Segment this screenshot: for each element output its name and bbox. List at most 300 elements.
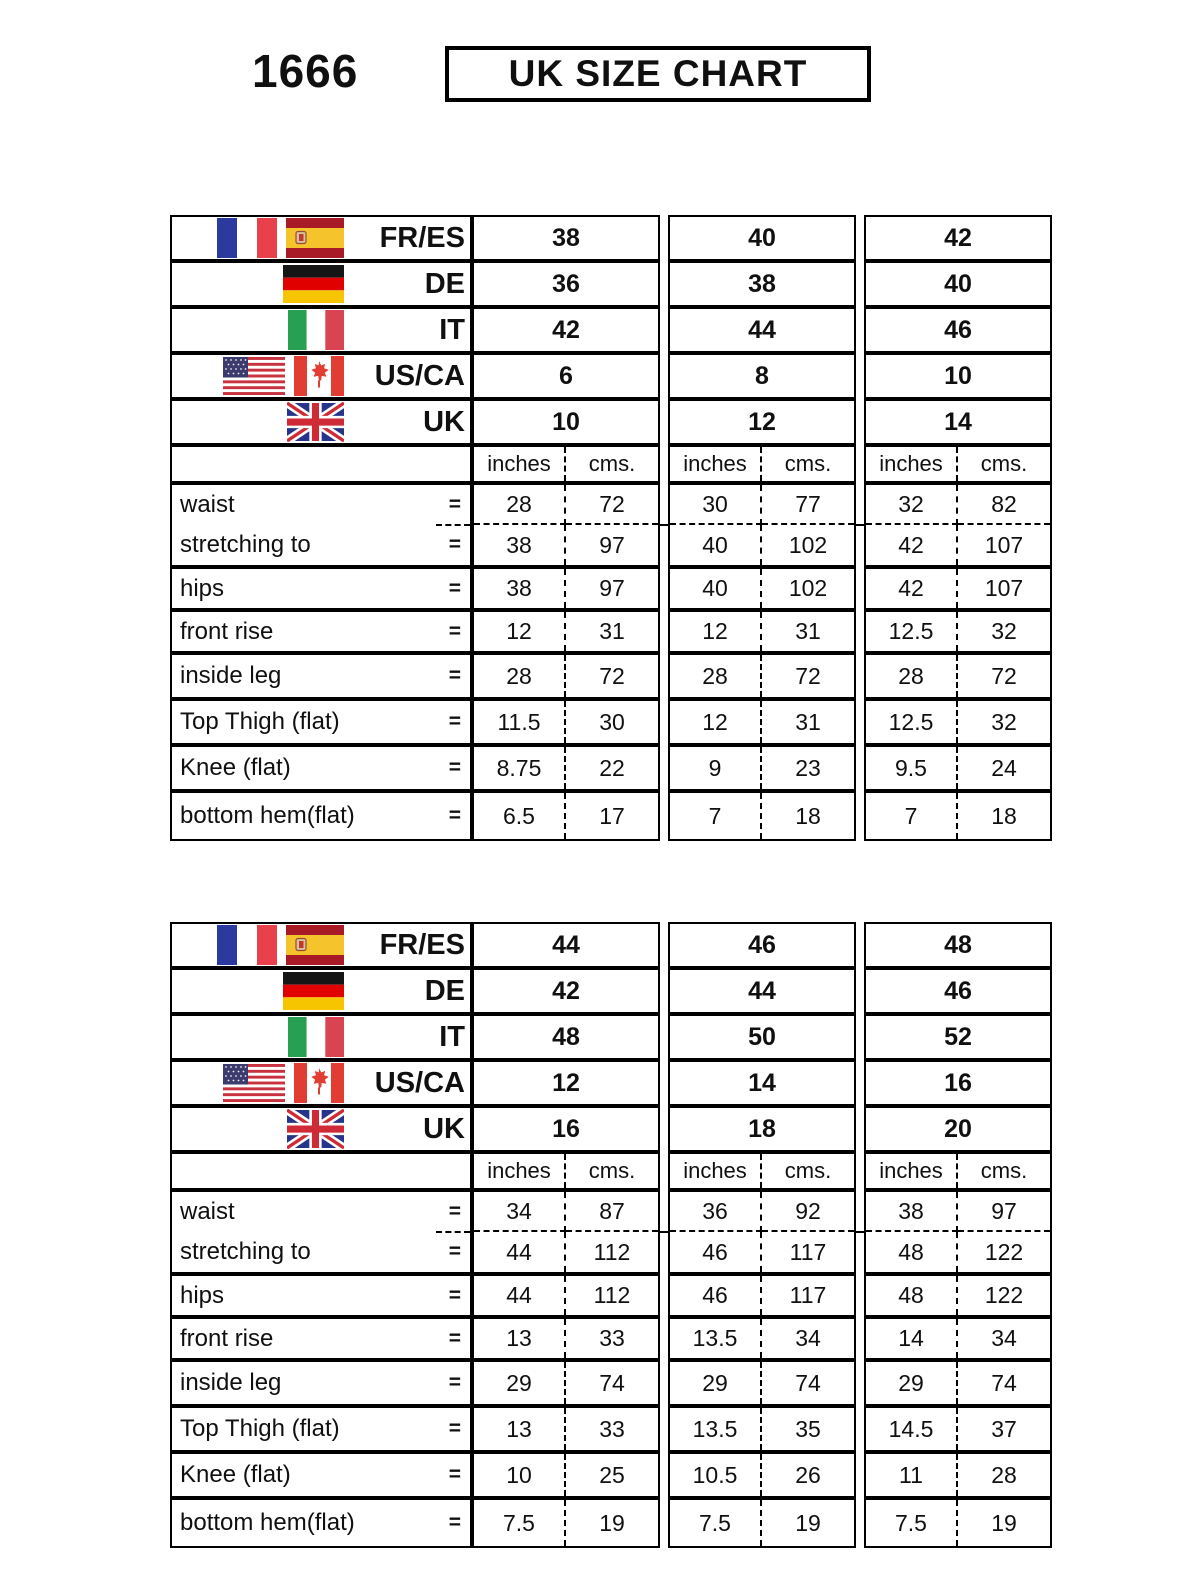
- flag-es-icon: [286, 218, 344, 258]
- unit-label-cms: cms.: [980, 1158, 1028, 1183]
- measure-value-cms: 18: [795, 802, 821, 829]
- country-code-label: FR/ES: [379, 928, 465, 961]
- flag-it-icon: [288, 1017, 344, 1057]
- size-value: 14: [864, 399, 1052, 445]
- measure-label: inside leg: [180, 1369, 282, 1396]
- column-gap: [856, 791, 864, 841]
- country-label-cell: [170, 922, 472, 968]
- paired-measure-row: [170, 483, 1052, 567]
- measure-value-cms: 31: [795, 618, 821, 644]
- country-row: [170, 215, 1052, 261]
- style-number: 1666: [252, 45, 359, 97]
- size-value: 10: [472, 399, 660, 445]
- measure-label: inside leg: [180, 662, 282, 689]
- measure-value-cms: 31: [599, 618, 625, 644]
- measure-value-cms: 35: [795, 1415, 821, 1442]
- measure-value-inches: 10.5: [670, 1454, 762, 1496]
- equals-sign: =: [448, 664, 461, 687]
- measure-value-inches: 13.5: [670, 1319, 762, 1358]
- unit-label-cms: cms.: [784, 451, 832, 476]
- country-label-cell: [170, 968, 472, 1014]
- size-chart-table-1: [170, 215, 1052, 841]
- measure-value-inches: 46: [670, 1276, 762, 1315]
- country-label-cell: [170, 1106, 472, 1152]
- size-value: 40: [668, 215, 856, 261]
- measure-label-cell: [170, 1360, 472, 1406]
- measure-value-group: [668, 1498, 856, 1548]
- measure-label-cell: [170, 653, 472, 699]
- measure-value-inches: 7.5: [474, 1500, 566, 1546]
- size-value: 38: [472, 215, 660, 261]
- country-row: [170, 1060, 1052, 1106]
- equals-sign: =: [448, 1326, 461, 1350]
- column-gap: [856, 968, 864, 1014]
- measure-value-inches: 12: [670, 701, 762, 743]
- measure-value-inches: 34: [474, 1192, 566, 1232]
- column-gap: [660, 699, 668, 745]
- column-gap: [660, 653, 668, 699]
- measure-label-cell: [170, 1498, 472, 1548]
- measure-value-inches: 11.5: [474, 701, 566, 743]
- size-chart-title-box: [445, 46, 871, 102]
- measure-label: Knee (flat): [180, 1461, 291, 1488]
- unit-label-cms: cms.: [588, 1158, 636, 1183]
- size-value: 10: [864, 353, 1052, 399]
- column-gap: [856, 1452, 864, 1498]
- units-group-cell: [668, 445, 856, 483]
- measure-value-group: [668, 699, 856, 745]
- measure-value-group: [472, 610, 660, 653]
- column-gap: [856, 483, 864, 567]
- equals-sign: =: [448, 1371, 461, 1394]
- country-row: [170, 261, 1052, 307]
- measure-value-cms: 26: [795, 1461, 821, 1488]
- measure-value-cms: 72: [599, 662, 625, 689]
- column-gap: [660, 1406, 668, 1452]
- units-group-cell: [472, 1152, 660, 1190]
- equals-sign: =: [448, 1200, 461, 1223]
- measure-value-group: [668, 1406, 856, 1452]
- measure-value-cms: 97: [958, 1192, 1050, 1232]
- units-group-cell: [864, 1152, 1052, 1190]
- column-gap: [856, 261, 864, 307]
- measure-label-cell: [170, 1452, 472, 1498]
- column-gap: [856, 399, 864, 445]
- measure-label-cell: [170, 610, 472, 653]
- measure-value-cms: 31: [795, 708, 821, 735]
- measure-value-inches: 12.5: [866, 701, 958, 743]
- column-gap: [856, 1317, 864, 1360]
- measure-label: bottom hem(flat): [180, 1509, 355, 1536]
- measure-value-cms: 122: [984, 1282, 1024, 1308]
- measure-value-inches: 28: [670, 655, 762, 697]
- units-empty-cell: [170, 1152, 472, 1190]
- country-row: [170, 1106, 1052, 1152]
- column-gap: [660, 261, 668, 307]
- measure-value-inches: 6.5: [474, 793, 566, 839]
- column-gap: [856, 1498, 864, 1548]
- size-value: 42: [472, 307, 660, 353]
- measure-value-cms: 72: [566, 485, 658, 525]
- measure-row: [170, 791, 1052, 841]
- size-value: 46: [864, 307, 1052, 353]
- column-gap: [856, 699, 864, 745]
- size-value: 44: [668, 968, 856, 1014]
- measure-label-cell: [170, 1190, 472, 1274]
- unit-label-cms: cms.: [784, 1158, 832, 1183]
- flag-de-icon: [283, 972, 344, 1010]
- column-gap: [660, 1452, 668, 1498]
- measure-value-group: [864, 653, 1052, 699]
- measure-label-cell: [170, 791, 472, 841]
- measure-value-inches: 48: [866, 1276, 958, 1315]
- country-code-label: US/CA: [374, 359, 465, 392]
- measure-value-group: [668, 483, 856, 567]
- measure-value-cms: 92: [762, 1192, 854, 1232]
- measure-label: front rise: [180, 1324, 274, 1352]
- country-row: [170, 399, 1052, 445]
- measure-label-cell: [170, 483, 472, 567]
- column-gap: [660, 791, 668, 841]
- paired-measure-row: [170, 1190, 1052, 1274]
- column-gap: [856, 1060, 864, 1106]
- measure-row: [170, 1360, 1052, 1406]
- equals-sign: =: [448, 533, 461, 556]
- unit-label-inches: inches: [866, 1154, 958, 1188]
- measure-value-group: [864, 1452, 1052, 1498]
- column-gap: [856, 1406, 864, 1452]
- measure-value-inches: 38: [474, 569, 566, 608]
- country-code-label: FR/ES: [379, 221, 465, 254]
- country-row: [170, 968, 1052, 1014]
- flag-fr-icon: [217, 925, 277, 965]
- units-group-cell: [864, 445, 1052, 483]
- column-gap: [660, 745, 668, 791]
- measure-label-cell: [170, 745, 472, 791]
- column-gap: [856, 1274, 864, 1317]
- column-gap: [856, 1152, 864, 1190]
- column-gap: [660, 215, 668, 261]
- measure-value-group: [668, 1274, 856, 1317]
- size-value: 48: [472, 1014, 660, 1060]
- measure-value-inches: 48: [866, 1232, 958, 1272]
- measure-value-group: [472, 745, 660, 791]
- measure-value-inches: 29: [474, 1362, 566, 1404]
- measure-value-inches: 7: [866, 793, 958, 839]
- measure-value-group: [864, 610, 1052, 653]
- flag-ca-icon: [294, 356, 344, 396]
- measure-value-group: [668, 567, 856, 610]
- country-label-cell: [170, 353, 472, 399]
- measure-value-cms: 25: [599, 1461, 625, 1488]
- country-code-label: IT: [439, 1020, 465, 1053]
- measure-value-group: [864, 1317, 1052, 1360]
- country-label-cell: [170, 1014, 472, 1060]
- unit-label-inches: inches: [474, 1154, 566, 1188]
- equals-sign: =: [448, 1511, 461, 1534]
- unit-label-cms: cms.: [980, 451, 1028, 476]
- column-gap: [856, 1014, 864, 1060]
- flag-uk-icon: [287, 402, 344, 442]
- measure-value-group: [668, 1317, 856, 1360]
- measure-row: [170, 1498, 1052, 1548]
- measure-value-group: [472, 1274, 660, 1317]
- measure-value-cms: 107: [984, 531, 1024, 558]
- measure-value-inches: 28: [474, 485, 566, 525]
- flag-ca-icon: [294, 1063, 344, 1103]
- measure-value-inches: 40: [670, 525, 762, 565]
- measure-value-group: [472, 1317, 660, 1360]
- measure-value-cms: 72: [991, 662, 1017, 689]
- measure-value-group: [668, 791, 856, 841]
- size-value: 46: [668, 922, 856, 968]
- measure-value-inches: 7.5: [670, 1500, 762, 1546]
- measure-value-inches: 12: [670, 612, 762, 651]
- measure-label-cell: [170, 567, 472, 610]
- unit-label-inches: inches: [866, 447, 958, 481]
- country-row: [170, 307, 1052, 353]
- column-gap: [660, 567, 668, 610]
- measure-value-cms: 74: [991, 1369, 1017, 1396]
- country-code-label: US/CA: [374, 1066, 465, 1099]
- measure-label-cell: [170, 1274, 472, 1317]
- flag-uk-icon: [287, 1109, 344, 1149]
- measure-row: [170, 1317, 1052, 1360]
- measure-row: [170, 699, 1052, 745]
- country-code-label: DE: [424, 267, 465, 300]
- size-value: 48: [864, 922, 1052, 968]
- measure-row: [170, 1452, 1052, 1498]
- size-value: 42: [864, 215, 1052, 261]
- measure-value-inches: 10: [474, 1454, 566, 1496]
- country-row: [170, 353, 1052, 399]
- measure-value-group: [472, 699, 660, 745]
- measure-value-inches: 8.75: [474, 747, 566, 789]
- size-value: 40: [864, 261, 1052, 307]
- measure-value-inches: 14: [866, 1319, 958, 1358]
- measure-value-inches: 42: [866, 569, 958, 608]
- equals-sign: =: [448, 1240, 461, 1263]
- measure-value-cms: 22: [599, 754, 625, 781]
- column-gap: [856, 653, 864, 699]
- flag-es-icon: [286, 925, 344, 965]
- units-group-cell: [472, 445, 660, 483]
- measure-label-cell: [170, 699, 472, 745]
- measure-value-group: [472, 1498, 660, 1548]
- measure-value-inches: 38: [474, 525, 566, 565]
- column-gap: [660, 399, 668, 445]
- equals-sign: =: [448, 1283, 461, 1307]
- equals-sign: =: [448, 1463, 461, 1486]
- measure-label: Knee (flat): [180, 754, 291, 781]
- measure-value-cms: 72: [795, 662, 821, 689]
- size-chart-title: UK SIZE CHART: [508, 53, 808, 94]
- column-gap: [660, 968, 668, 1014]
- equals-sign: =: [448, 493, 461, 516]
- measure-value-inches: 29: [670, 1362, 762, 1404]
- measure-value-inches: 12: [474, 612, 566, 651]
- column-gap: [856, 215, 864, 261]
- size-value: 8: [668, 353, 856, 399]
- size-value: 12: [668, 399, 856, 445]
- country-row: [170, 1014, 1052, 1060]
- measure-label: waist: [180, 1198, 235, 1225]
- measure-value-group: [472, 791, 660, 841]
- measure-label: front rise: [180, 617, 274, 645]
- column-gap: [856, 745, 864, 791]
- country-row: [170, 922, 1052, 968]
- country-code-label: DE: [424, 974, 465, 1007]
- flag-it-icon: [288, 310, 344, 350]
- measure-value-cms: 112: [593, 1238, 631, 1265]
- measure-value-cms: 37: [991, 1415, 1017, 1442]
- measure-label: hips: [180, 574, 225, 602]
- measure-row: [170, 1274, 1052, 1317]
- measure-value-group: [864, 791, 1052, 841]
- column-gap: [660, 307, 668, 353]
- measure-value-cms: 34: [795, 1325, 821, 1351]
- measure-value-cms: 33: [599, 1325, 625, 1351]
- column-gap: [660, 445, 668, 483]
- column-gap: [660, 1274, 668, 1317]
- flag-us-icon: [223, 1064, 285, 1102]
- measure-value-inches: 46: [670, 1232, 762, 1272]
- measure-value-cms: 19: [795, 1509, 821, 1536]
- measure-value-inches: 42: [866, 525, 958, 565]
- measure-row: [170, 653, 1052, 699]
- size-value: 36: [472, 261, 660, 307]
- units-empty-cell: [170, 445, 472, 483]
- measure-value-cms: 32: [991, 708, 1017, 735]
- column-gap: [660, 610, 668, 653]
- column-gap: [856, 307, 864, 353]
- size-value: 14: [668, 1060, 856, 1106]
- country-label-cell: [170, 261, 472, 307]
- measure-value-group: [864, 567, 1052, 610]
- flag-us-icon: [223, 357, 285, 395]
- size-value: 12: [472, 1060, 660, 1106]
- measure-label: Top Thigh (flat): [180, 1415, 340, 1442]
- measure-value-inches: 11: [866, 1454, 958, 1496]
- column-gap: [660, 1060, 668, 1106]
- measure-value-group: [864, 483, 1052, 567]
- measure-value-cms: 102: [788, 575, 828, 601]
- measure-label-cell: [170, 1317, 472, 1360]
- measure-value-cms: 87: [566, 1192, 658, 1232]
- measure-value-group: [864, 745, 1052, 791]
- measure-value-group: [472, 1360, 660, 1406]
- measure-value-group: [668, 610, 856, 653]
- measure-value-group: [472, 1406, 660, 1452]
- measure-value-cms: 122: [984, 1238, 1024, 1265]
- measure-value-inches: 36: [670, 1192, 762, 1232]
- equals-sign: =: [448, 710, 461, 733]
- units-row: [170, 1152, 1052, 1190]
- measure-value-inches: 9.5: [866, 747, 958, 789]
- measure-value-inches: 9: [670, 747, 762, 789]
- measure-value-cms: 24: [991, 754, 1017, 781]
- flag-de-icon: [283, 265, 344, 303]
- measure-value-group: [668, 745, 856, 791]
- country-code-label: UK: [423, 1112, 465, 1145]
- size-value: 6: [472, 353, 660, 399]
- measure-row: [170, 1406, 1052, 1452]
- measure-value-group: [668, 1360, 856, 1406]
- measure-value-inches: 14.5: [866, 1408, 958, 1450]
- measure-label: waist: [180, 491, 235, 518]
- measure-value-inches: 38: [866, 1192, 958, 1232]
- measure-value-cms: 77: [762, 485, 854, 525]
- measure-value-inches: 40: [670, 569, 762, 608]
- measure-value-group: [472, 653, 660, 699]
- measure-value-group: [668, 653, 856, 699]
- size-value: 16: [864, 1060, 1052, 1106]
- measure-value-inches: 13.5: [670, 1408, 762, 1450]
- column-gap: [856, 1106, 864, 1152]
- measure-value-cms: 97: [599, 575, 625, 601]
- measure-value-cms: 102: [788, 531, 828, 558]
- column-gap: [660, 1106, 668, 1152]
- size-value: 16: [472, 1106, 660, 1152]
- size-value: 44: [472, 922, 660, 968]
- column-gap: [856, 610, 864, 653]
- column-gap: [660, 1152, 668, 1190]
- measure-value-inches: 13: [474, 1319, 566, 1358]
- measure-value-cms: 74: [599, 1369, 625, 1396]
- size-value: 50: [668, 1014, 856, 1060]
- size-value: 18: [668, 1106, 856, 1152]
- measure-value-inches: 32: [866, 485, 958, 525]
- measure-value-inches: 7.5: [866, 1500, 958, 1546]
- measure-value-group: [864, 1360, 1052, 1406]
- measure-label: stretching to: [180, 531, 311, 558]
- unit-label-inches: inches: [670, 1154, 762, 1188]
- measure-value-cms: 112: [593, 1282, 631, 1308]
- column-gap: [660, 1498, 668, 1548]
- measure-row: [170, 567, 1052, 610]
- measure-value-inches: 7: [670, 793, 762, 839]
- size-value: 42: [472, 968, 660, 1014]
- column-gap: [856, 353, 864, 399]
- measure-value-inches: 12.5: [866, 612, 958, 651]
- measure-label-line: [172, 1192, 470, 1232]
- column-gap: [856, 567, 864, 610]
- units-group-cell: [668, 1152, 856, 1190]
- measure-value-cms: 19: [991, 1509, 1017, 1536]
- measure-value-cms: 19: [599, 1509, 625, 1536]
- column-gap: [660, 353, 668, 399]
- equals-sign: =: [448, 1417, 461, 1440]
- country-label-cell: [170, 1060, 472, 1106]
- measure-value-cms: 74: [795, 1369, 821, 1396]
- column-gap: [856, 922, 864, 968]
- unit-label-cms: cms.: [588, 451, 636, 476]
- measure-value-inches: 28: [866, 655, 958, 697]
- size-value: 20: [864, 1106, 1052, 1152]
- column-gap: [856, 445, 864, 483]
- measure-row: [170, 745, 1052, 791]
- measure-value-inches: 29: [866, 1362, 958, 1404]
- measure-value-group: [472, 483, 660, 567]
- measure-value-cms: 117: [789, 1238, 827, 1265]
- measure-label: bottom hem(flat): [180, 802, 355, 829]
- measure-value-inches: 44: [474, 1232, 566, 1272]
- measure-value-cms: 33: [599, 1415, 625, 1442]
- measure-row: [170, 610, 1052, 653]
- measure-value-inches: 13: [474, 1408, 566, 1450]
- country-label-cell: [170, 307, 472, 353]
- column-gap: [660, 1014, 668, 1060]
